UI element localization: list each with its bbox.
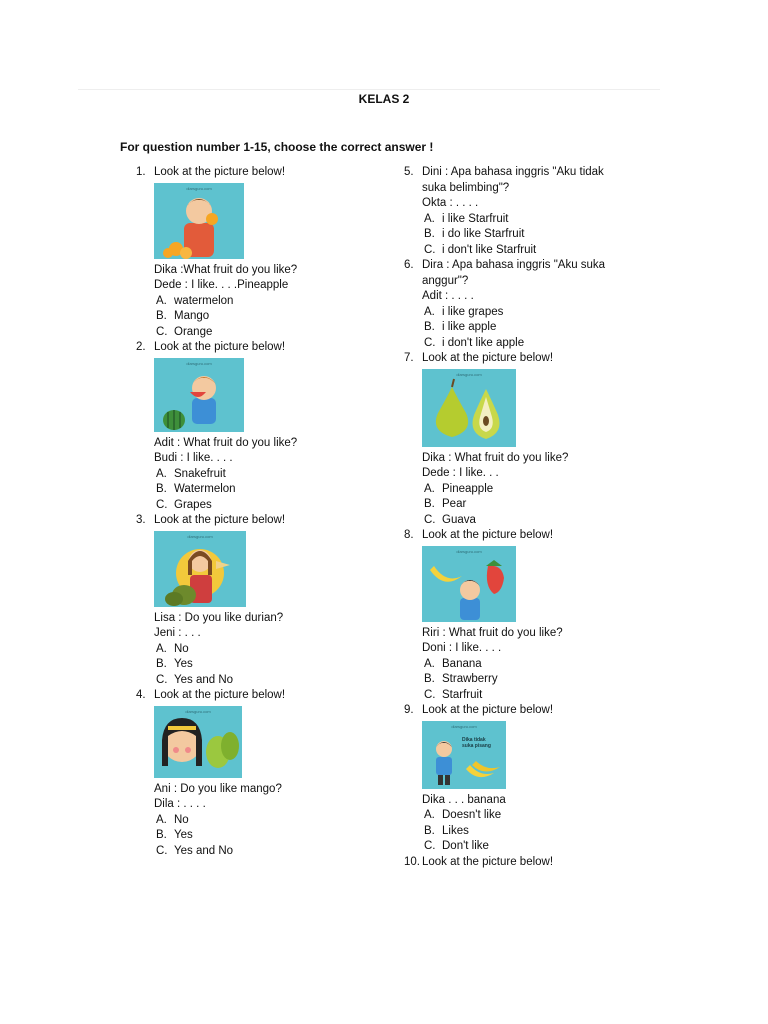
- dialog-line: Dede : I like. . .: [422, 467, 499, 479]
- left-column: [136, 165, 386, 859]
- option-c[interactable]: C. Starfruit: [424, 688, 483, 701]
- option-b[interactable]: B. i like apple: [424, 321, 497, 333]
- picture-caption: Dika tidak suka pisang: [462, 736, 491, 749]
- question-2: 2. Look at the picture below!: [136, 341, 286, 353]
- picture-banana-strawberry: [422, 546, 516, 622]
- watermark: diarsguru.com: [451, 723, 477, 729]
- option-a[interactable]: A. Doesn't like: [424, 809, 502, 821]
- option-a[interactable]: A. watermelon: [156, 294, 234, 307]
- option-a[interactable]: A. No: [156, 813, 189, 826]
- boy-orange-illustration: [154, 183, 244, 259]
- picture-boy-eating-orange: [154, 183, 244, 259]
- pear-illustration: [422, 369, 516, 447]
- dialog-line: Adit : What fruit do you like?: [154, 436, 298, 449]
- watermark: diarsguru.com: [185, 708, 211, 714]
- question-1: 1. Look at the picture below!: [136, 166, 286, 178]
- question-9: 9. Look at the picture below!: [404, 704, 554, 716]
- option-c[interactable]: C. Orange: [156, 325, 213, 338]
- picture-boy-watermelon: [154, 358, 244, 432]
- option-c[interactable]: C. Yes and No: [156, 844, 234, 857]
- watermark: diarsguru.com: [186, 360, 212, 366]
- option-a[interactable]: A. Pineapple: [424, 482, 494, 495]
- watermark: diarsguru.com: [186, 185, 212, 191]
- question-6: 6. Dira : Apa bahasa inggris "Aku suka: [404, 259, 606, 271]
- option-a[interactable]: A. i like Starfruit: [424, 212, 509, 225]
- option-a[interactable]: A. i like grapes: [424, 305, 504, 318]
- option-c[interactable]: C. Yes and No: [156, 673, 234, 686]
- girl-durian-illustration: [154, 531, 246, 607]
- option-b[interactable]: B. i do like Starfruit: [424, 228, 525, 240]
- dialog-line: Ani : Do you like mango?: [154, 782, 282, 795]
- dialog-line: Lisa : Do you like durian?: [154, 611, 284, 624]
- boy-watermelon-illustration: [154, 358, 244, 432]
- dialog-line: Riri : What fruit do you like?: [422, 626, 563, 639]
- top-rule: [78, 89, 660, 90]
- option-c[interactable]: C. i don't like apple: [424, 336, 525, 349]
- dialog-line: Dede : I like. . . .Pineapple: [154, 279, 289, 291]
- picture-boy-banana: [422, 721, 506, 789]
- watermark: diarsguru.com: [187, 533, 213, 539]
- question-8: 8. Look at the picture below!: [404, 529, 554, 541]
- dialog-line: Adit : . . . .: [422, 290, 474, 302]
- option-b[interactable]: B. Mango: [156, 310, 210, 322]
- option-b[interactable]: B. Yes: [156, 829, 193, 841]
- banana-strawberry-illustration: [422, 546, 516, 622]
- boy-banana-illustration: [422, 721, 506, 789]
- picture-girl-durian: [154, 531, 246, 607]
- option-a[interactable]: A. No: [156, 642, 189, 655]
- option-c[interactable]: C. i don't like Starfruit: [424, 243, 537, 256]
- dialog-line: Dika . . . banana: [422, 793, 506, 806]
- watermark: diarsguru.com: [456, 371, 482, 377]
- option-b[interactable]: B. Yes: [156, 658, 193, 670]
- instruction: For question number 1-15, choose the correct answer !: [120, 140, 434, 154]
- question-5: 5. Dini : Apa bahasa inggris "Aku tidak: [404, 166, 604, 178]
- page-title: KELAS 2: [358, 92, 410, 106]
- option-b[interactable]: B. Likes: [424, 824, 469, 837]
- dialog-line: Budi : I like. . . .: [154, 452, 233, 464]
- question-7: 7. Look at the picture below!: [404, 352, 554, 364]
- option-c[interactable]: C. Don't like: [424, 840, 489, 852]
- question-4: 4. Look at the picture below!: [136, 689, 286, 701]
- question-3: 3. Look at the picture below!: [136, 514, 286, 526]
- option-b[interactable]: B. Pear: [424, 498, 467, 510]
- option-a[interactable]: A. Banana: [424, 657, 482, 670]
- picture-pear: [422, 369, 516, 447]
- option-b[interactable]: B. Strawberry: [424, 673, 498, 685]
- option-b[interactable]: B. Watermelon: [156, 483, 236, 495]
- question-stem-continued: suka belimbing"?: [422, 181, 510, 194]
- option-c[interactable]: C. Guava: [424, 513, 476, 526]
- dialog-line: Dika :What fruit do you like?: [154, 263, 298, 276]
- question-stem-continued: anggur"?: [422, 274, 469, 287]
- dialog-line: Jeni : . . .: [154, 627, 201, 639]
- dialog-line: Dila : . . . .: [154, 798, 206, 810]
- question-10: 10. Look at the picture below!: [404, 855, 554, 868]
- picture-girl-mango: [154, 706, 242, 778]
- dialog-line: Doni : I like. . . .: [422, 642, 502, 654]
- option-a[interactable]: A. Snakefruit: [156, 467, 226, 480]
- watermark: diarsguru.com: [456, 548, 482, 554]
- dialog-line: Okta : . . . .: [422, 197, 479, 209]
- right-column: [404, 165, 654, 870]
- girl-mango-illustration: [154, 706, 242, 778]
- option-c[interactable]: C. Grapes: [156, 498, 212, 511]
- dialog-line: Dika : What fruit do you like?: [422, 451, 569, 464]
